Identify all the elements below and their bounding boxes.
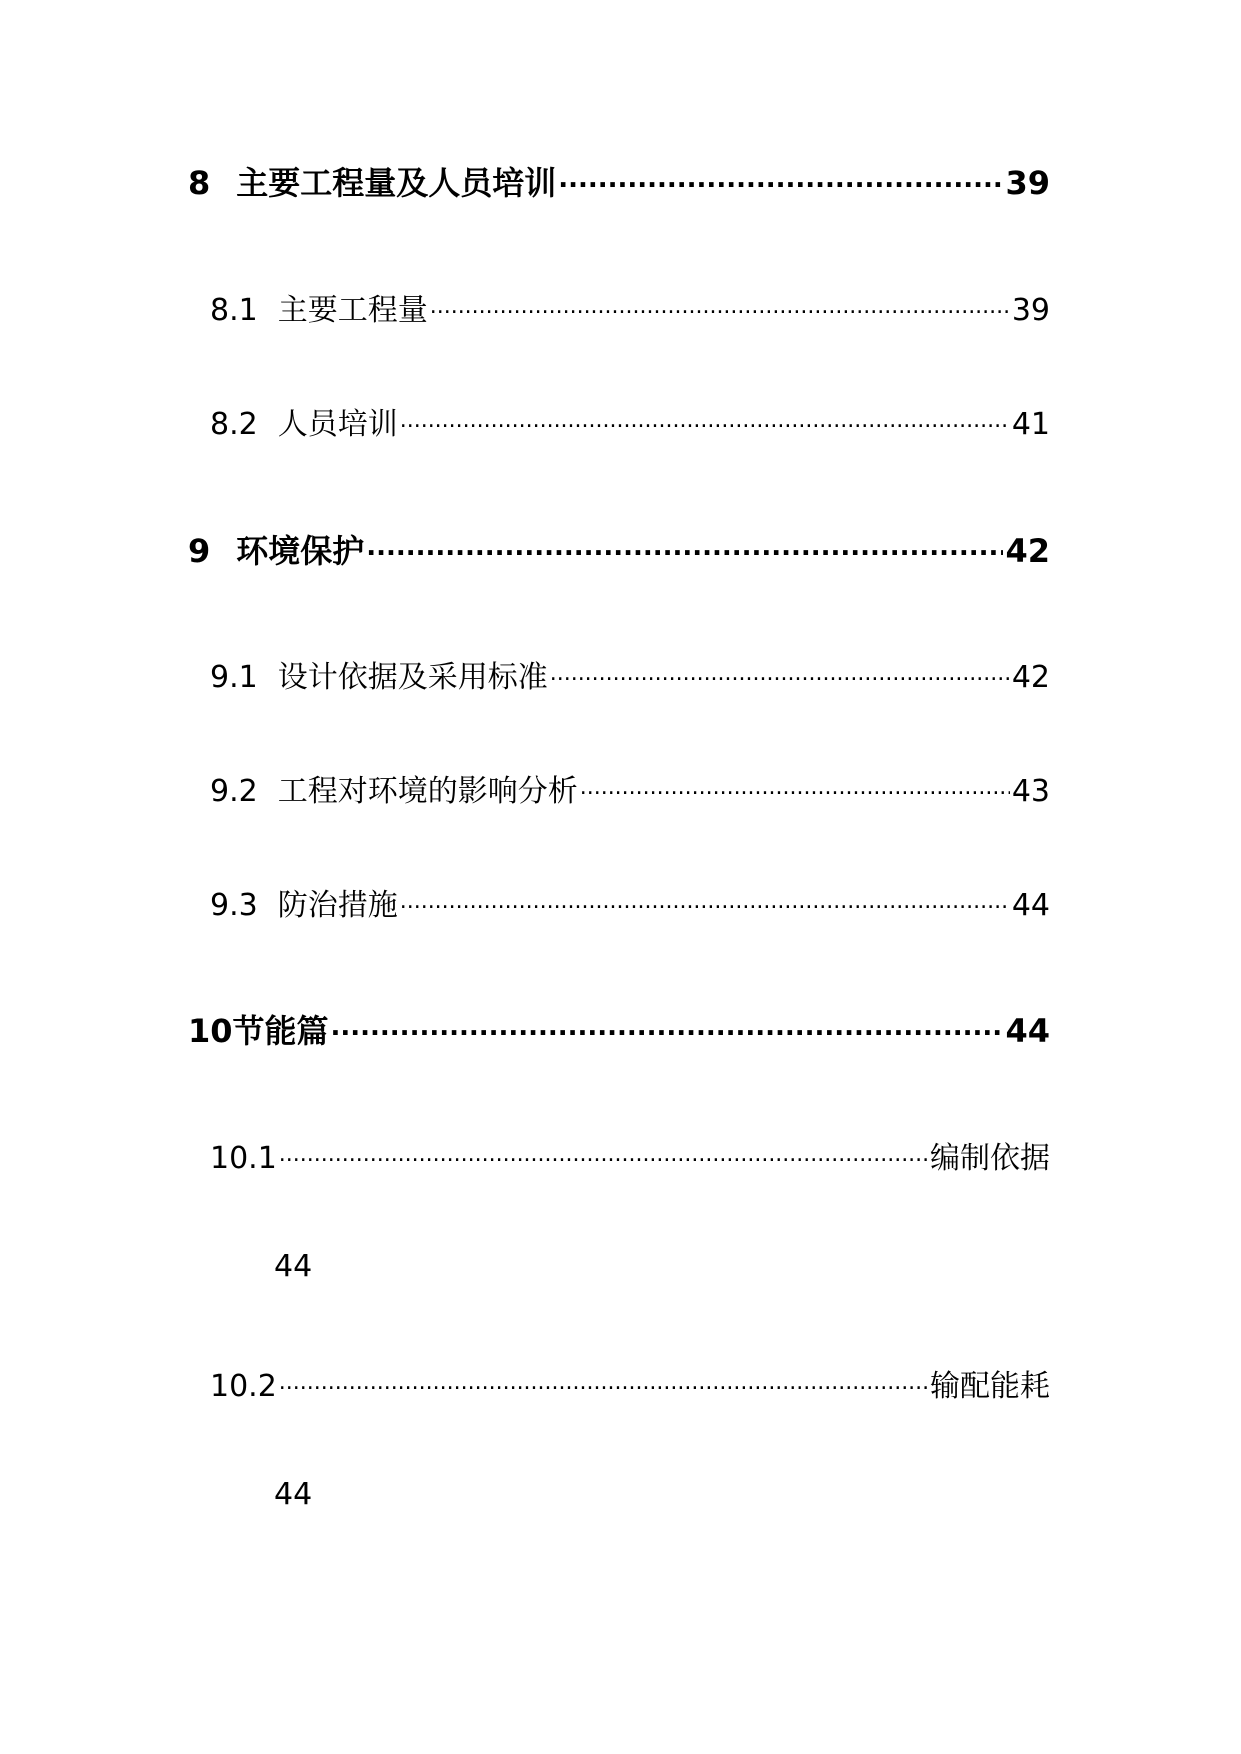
toc-number: 10 (188, 1012, 233, 1050)
toc-title: 主要工程量及人员培训 (236, 164, 557, 202)
toc-page-number: 42 (1011, 660, 1050, 695)
toc-title: 人员培训 (277, 407, 398, 442)
toc-number: 9.1 (210, 660, 258, 695)
toc-entry-10-2[interactable] (210, 1366, 1050, 1402)
toc-number: 9.2 (210, 774, 258, 809)
toc-page-number: 43 (1011, 774, 1050, 809)
toc-entry-8[interactable] (188, 162, 1050, 202)
toc-page-number: 41 (1011, 407, 1050, 442)
toc-title: 主要工程量 (277, 293, 428, 328)
toc-entry-9-2[interactable] (210, 771, 1050, 807)
toc-entry-8-1[interactable] (210, 290, 1050, 326)
toc-number: 9.3 (210, 888, 258, 923)
toc-title: 设计依据及采用标准 (277, 660, 548, 695)
toc-entry-10-1[interactable] (210, 1138, 1050, 1174)
toc-page-number: 44 (274, 1477, 313, 1512)
toc-title: 环境保护 (236, 532, 365, 570)
toc-leader-dots (550, 657, 1010, 687)
toc-entry-10[interactable] (188, 1010, 1050, 1050)
toc-leader-dots (279, 1366, 928, 1396)
toc-page-number: 44 (274, 1249, 313, 1284)
toc-title: 节能篇 (232, 1012, 329, 1050)
toc-page-number: 44 (1011, 888, 1050, 923)
toc-page-number: 39 (1005, 164, 1050, 202)
toc-number: 10.2 (210, 1369, 277, 1404)
toc-leader-dots (331, 1010, 1004, 1042)
toc-title: 防治措施 (277, 888, 398, 923)
toc-number: 10.1 (210, 1141, 277, 1176)
toc-page-number: 42 (1005, 532, 1050, 570)
toc-number: 9 (188, 532, 211, 570)
toc-entry-8-2[interactable] (210, 404, 1050, 440)
toc-leader-dots (430, 290, 1010, 320)
toc-entry-9[interactable] (188, 530, 1050, 570)
toc-title: 输配能耗 (930, 1369, 1050, 1404)
toc-leader-dots (279, 1138, 928, 1168)
toc-number: 8.2 (210, 407, 258, 442)
toc-entry-9-3[interactable] (210, 885, 1050, 921)
toc-title: 编制依据 (930, 1141, 1050, 1176)
toc-entry-9-1[interactable] (210, 657, 1050, 693)
toc-leader-dots (558, 162, 1003, 194)
toc-number: 8 (188, 164, 211, 202)
toc-leader-dots (400, 404, 1010, 434)
toc-number: 8.1 (210, 293, 258, 328)
toc-page-number: 44 (1005, 1012, 1050, 1050)
toc-title: 工程对环境的影响分析 (277, 774, 578, 809)
toc-leader-dots (366, 530, 1003, 562)
toc-leader-dots (400, 885, 1010, 915)
toc-page-number: 39 (1011, 293, 1050, 328)
toc-leader-dots (580, 771, 1010, 801)
